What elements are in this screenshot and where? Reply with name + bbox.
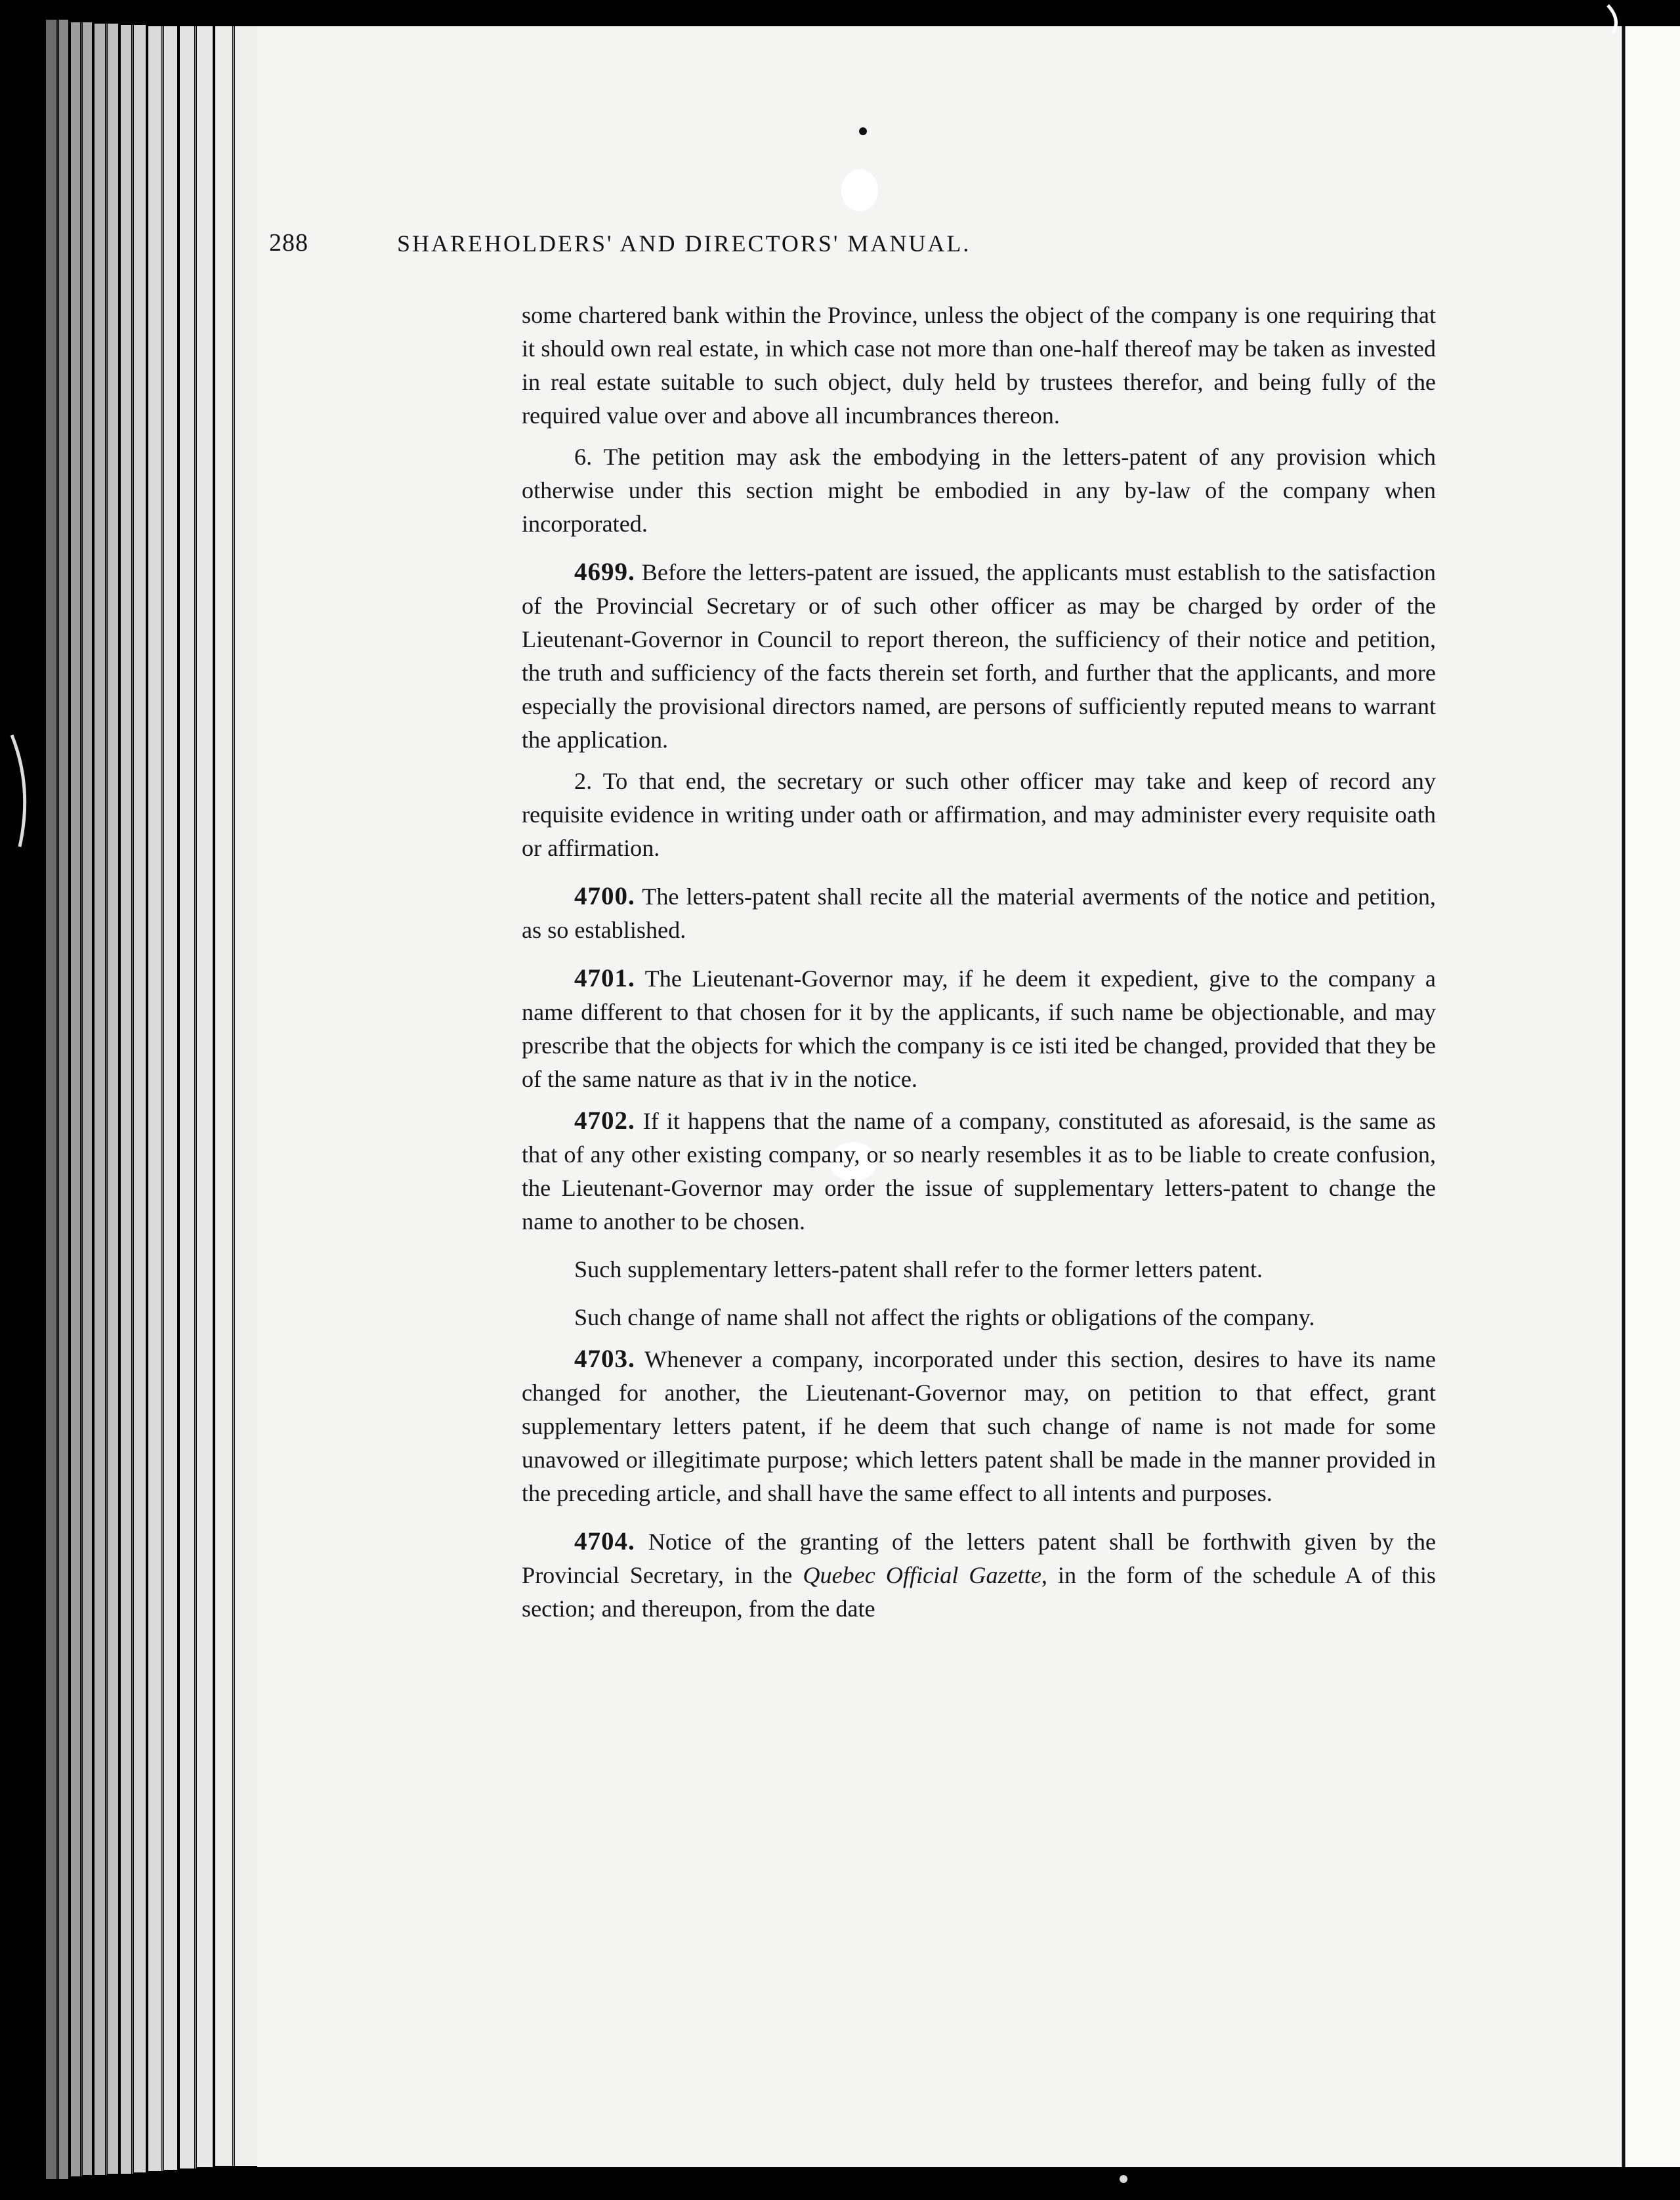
article-4699	[522, 555, 1436, 757]
paragraph-continued	[522, 299, 1436, 433]
paragraph-text: Before the letters-patent are issued, the applicants must establish to the satisfaction of the Provincial Secretary or of such other officer as may be charged by order of the Lieutenant-Governor in Council to report thereon, the sufficiency of their notice and petition, the truth and sufficiency of the facts therein set forth, and further that the applicants, and more especially the provisional directors named, are persons of sufficiently reputed means to warrant the application.	[522, 559, 1436, 753]
article-number: 4700.	[574, 882, 635, 910]
paragraph-text: 2. To that end, the secretary or such other officer may take and keep of record any requisite evidence in writing under oath or affirmation, and may administer every requisite oath or affirmation.	[522, 768, 1436, 861]
paragraph-text: Such supplementary letters-patent shall refer to the former letters patent.	[574, 1256, 1263, 1282]
paragraph-text: , in the form of the schedule A of this section; and thereupon, from the date	[522, 1562, 1437, 1622]
article-number: 4701.	[574, 964, 635, 992]
gazette-title: Quebec Official Gazette	[803, 1562, 1041, 1588]
paragraph-text: some chartered bank within the Province, unless the object of the company is one requiring that it should own real estate, in which case not more than one-half thereof may be taken as invested in real estate suitable to such object, duly held by trustees therefor, and being fully of the required value over and above all incumbrances thereon.	[522, 302, 1436, 429]
article-number: 4699.	[574, 558, 635, 586]
article-4703	[522, 1342, 1436, 1510]
paragraph-text: If it happens that the name of a company, constituted as aforesaid, is the same as that of any other existing company, or so nearly resembles it as to be liable to create confusion, the Lieutenant-Governor may order the issue of supplementary letters-patent to change the name to another to be chosen.	[522, 1108, 1437, 1235]
article-4700	[522, 879, 1436, 947]
article-4704	[522, 1525, 1436, 1626]
paragraph-text: 6. The petition may ask the embodying in the letters-patent of any provision which otherwise under this section might be embodied in any by-law of the company when incorporated.	[522, 444, 1436, 537]
paragraph-text: The Lieutenant-Governor may, if he deem it expedient, give to the company a name different to that chosen for it by the applicants, if such name be objectionable, and may prescribe that the objects for which the company is ce isti ited be changed, provided that they be of the same nature as that iv in the notice.	[522, 965, 1436, 1092]
page-body	[522, 299, 1436, 1626]
paragraph-supplementary	[522, 1253, 1436, 1286]
article-4702	[522, 1104, 1436, 1238]
paragraph-text: Such change of name shall not affect the rights or obligations of the company.	[574, 1304, 1315, 1330]
running-head: SHAREHOLDERS' AND DIRECTORS' MANUAL.	[397, 230, 971, 257]
paragraph-2	[522, 765, 1436, 865]
paragraph-text: The letters-patent shall recite all the material averments of the notice and petition, as so established.	[522, 883, 1436, 943]
running-header	[269, 228, 1319, 268]
paragraph-text: Notice of the granting of the letters patent shall be forthwith given by the Provincial Secretary, in the	[522, 1529, 1437, 1588]
article-4701	[522, 962, 1436, 1096]
paragraph-6	[522, 440, 1436, 541]
page-number: 288	[269, 229, 308, 257]
article-number: 4702.	[574, 1107, 635, 1135]
article-number: 4703.	[574, 1345, 635, 1373]
article-number: 4704.	[574, 1527, 635, 1555]
paragraph-change-of-name	[522, 1301, 1436, 1334]
paragraph-text: Whenever a company, incorporated under this section, desires to have its name changed for another, the Lieutenant-Governor may, on petition to that effect, grant supplementary letters patent, if he deem that such change of name is not made for some unavowed or illegitimate purpose; which letters patent shall be made in the manner provided in the preceding article, and shall have the same effect to all intents and purposes.	[522, 1346, 1436, 1506]
